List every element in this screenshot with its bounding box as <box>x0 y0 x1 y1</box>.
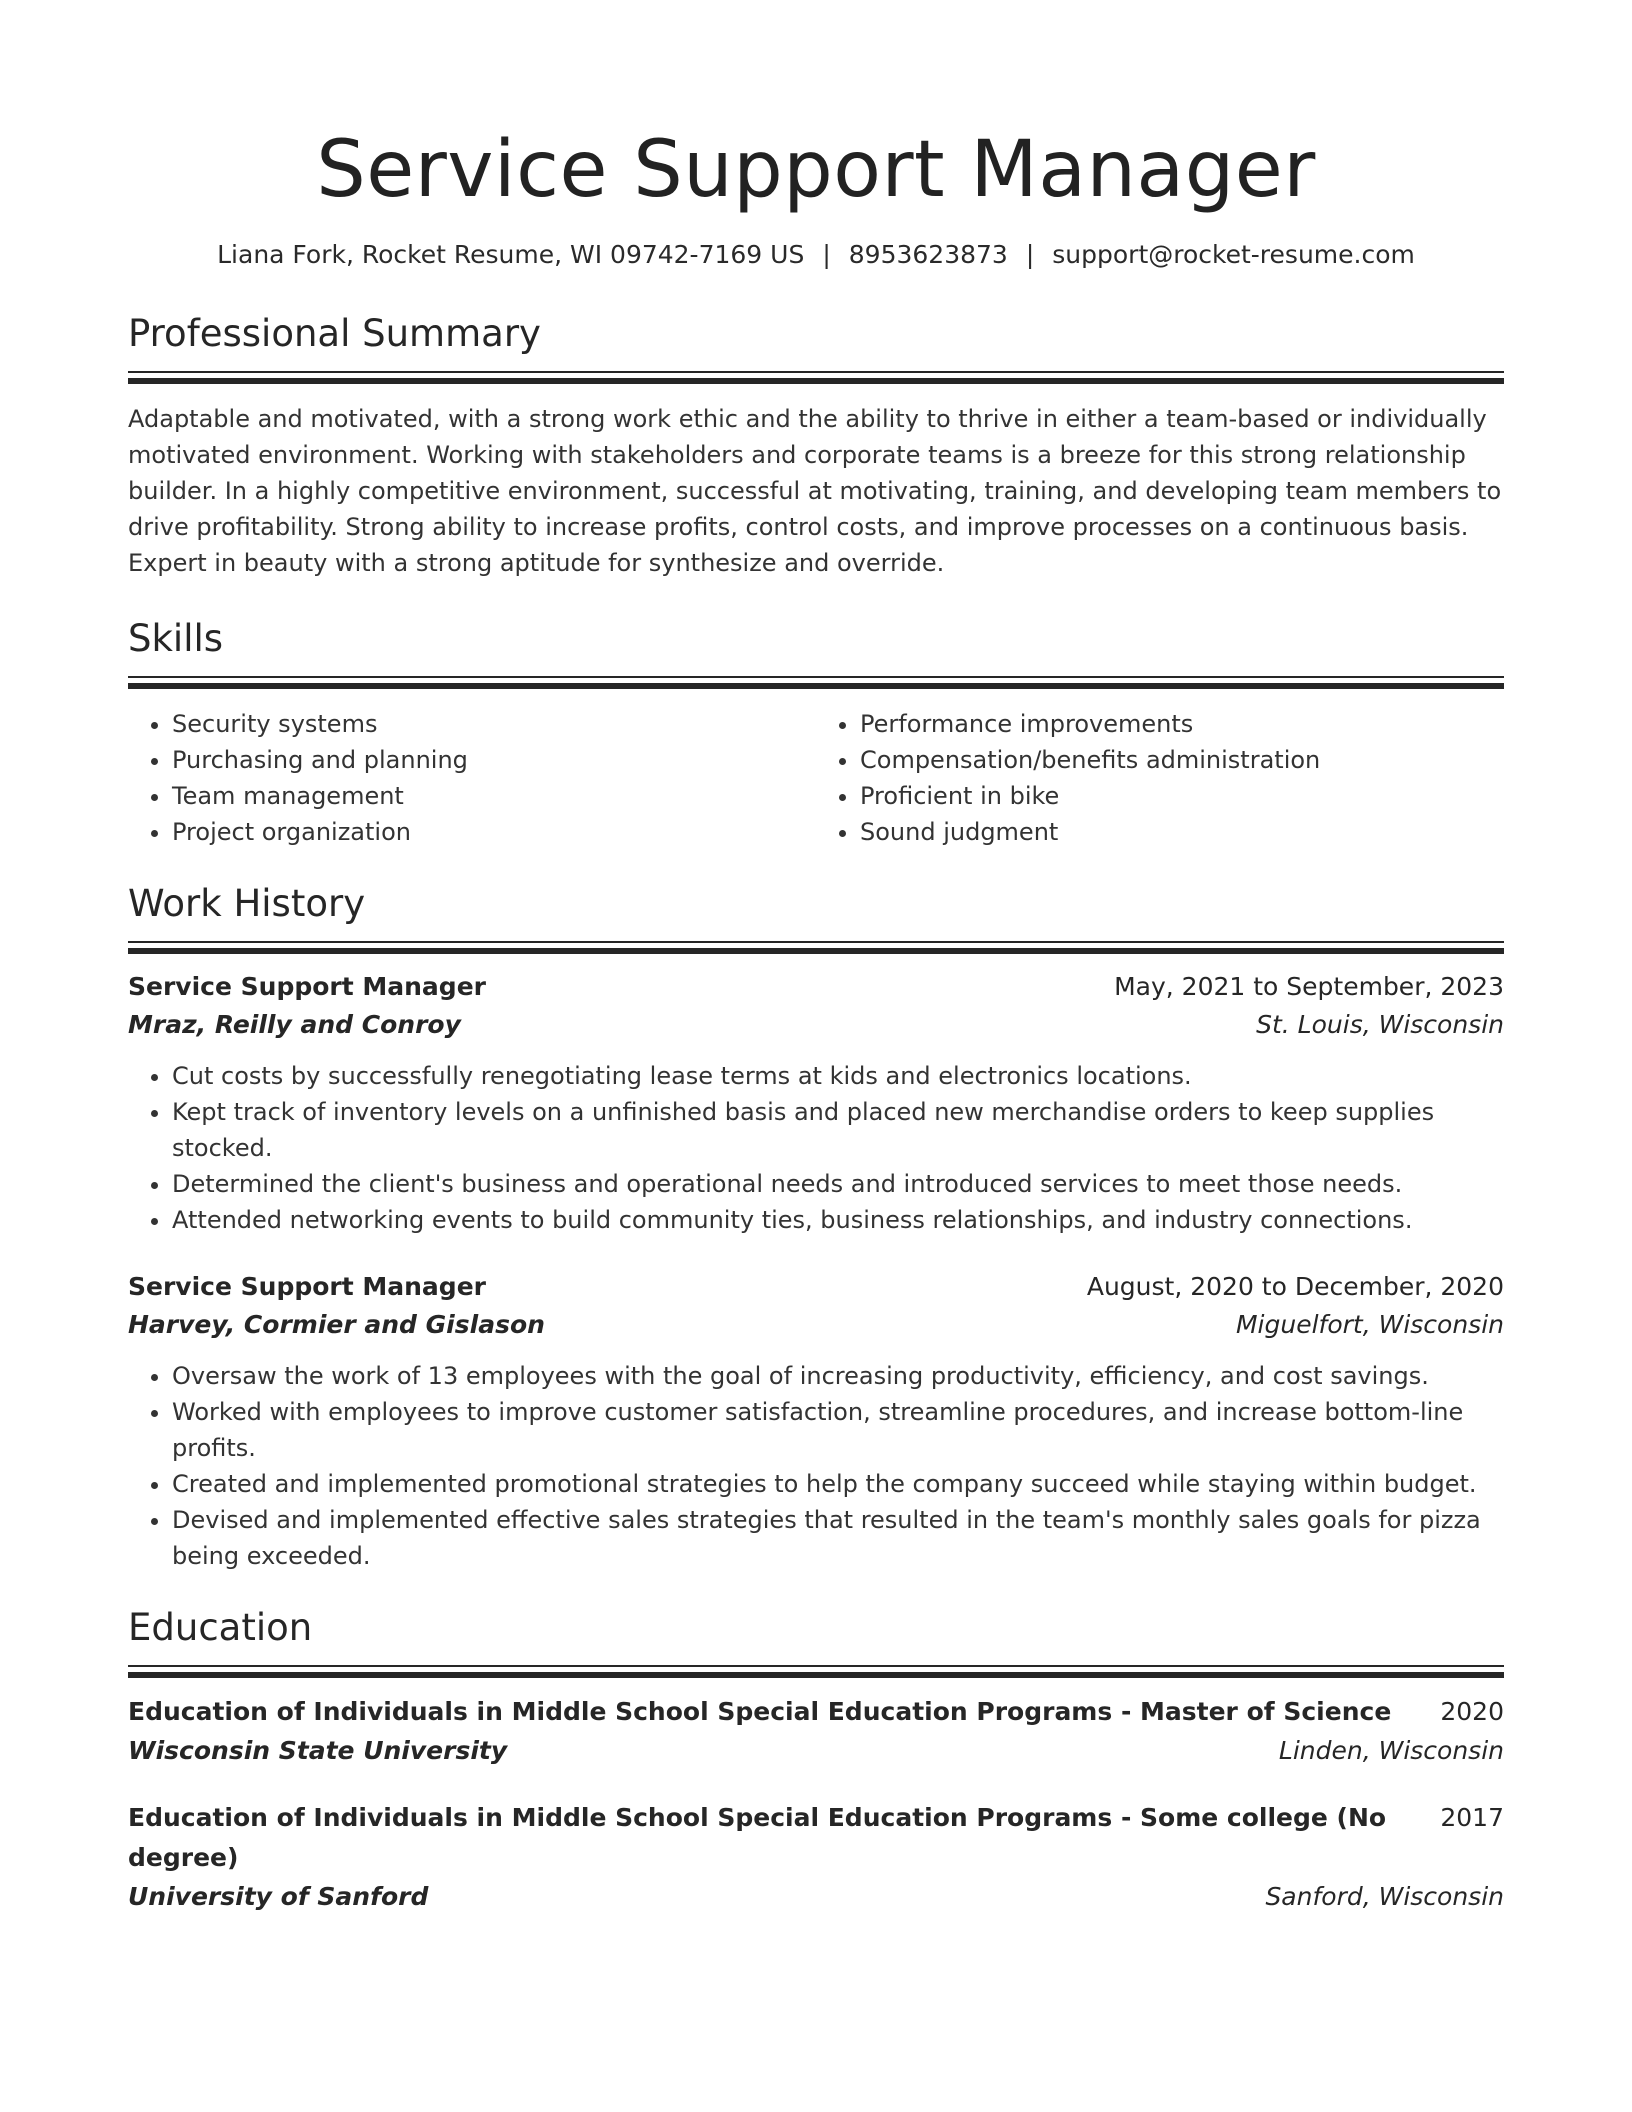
skills-section <box>128 615 1504 850</box>
work-history-section <box>128 880 1504 1574</box>
section-divider <box>128 1665 1504 1678</box>
skills-list-left <box>128 706 816 850</box>
job-bullet: • Worked with employees to improve customer satisfaction, streamline procedures, and increase bottom-line profits. <box>172 1394 1504 1466</box>
skills-list-right <box>816 706 1504 850</box>
education-section <box>128 1604 1504 1916</box>
job-bullet: • Cut costs by successfully renegotiating lease terms at kids and electronics locations. <box>172 1058 1504 1094</box>
section-divider <box>128 371 1504 384</box>
job-entry <box>128 968 1504 1238</box>
job-employer-row <box>128 1306 1504 1344</box>
education-school: Wisconsin State University <box>128 1736 508 1765</box>
contact-separator: | <box>822 240 831 269</box>
job-bullet: • Determined the client's business and operational needs and introduced services to meet those needs. <box>172 1166 1504 1202</box>
education-location: Linden, Wisconsin <box>1278 1736 1504 1765</box>
summary-text: Adaptable and motivated, with a strong work ethic and the ability to thrive in either a team-based or individually motivated environment. Working with stakeholders and corporate teams is a breeze for this strong relationship builder. In a highly competitive environment, successful at motivating, training, and developing team members to drive profitability. Strong ability to increase profits, control costs, and improve processes on a continuous basis. Expert in beauty with a strong aptitude for synthesize and override. <box>128 405 1502 577</box>
skill-item: • Security systems <box>172 706 816 742</box>
job-header-row <box>128 1268 1504 1306</box>
job-header-row <box>128 968 1504 1006</box>
skill-item: • Proficient in bike <box>860 778 1504 814</box>
education-heading: Education <box>128 1606 313 1649</box>
resume-title: Service Support Manager <box>316 125 1316 215</box>
skills-columns <box>128 706 1504 850</box>
contact-line <box>128 238 1504 272</box>
job-entry <box>128 1268 1504 1574</box>
education-degree: Education of Individuals in Middle School Special Education Programs - Some college (No degree) <box>128 1803 1387 1872</box>
contact-email: support@rocket-resume.com <box>1052 240 1415 269</box>
job-employer-row <box>128 1006 1504 1044</box>
education-location: Sanford, Wisconsin <box>1265 1882 1504 1911</box>
education-header-row <box>128 1798 1504 1878</box>
job-location: Miguelfort, Wisconsin <box>1235 1310 1504 1339</box>
section-divider <box>128 941 1504 954</box>
job-location: St. Louis, Wisconsin <box>1256 1010 1504 1039</box>
contact-address: Liana Fork, Rocket Resume, WI 09742-7169 US <box>217 240 805 269</box>
skills-heading: Skills <box>128 617 224 660</box>
contact-separator: | <box>1025 240 1035 269</box>
skill-item: • Performance improvements <box>860 706 1504 742</box>
skill-item: • Team management <box>172 778 816 814</box>
job-bullet: • Devised and implemented effective sales strategies that resulted in the team's monthly sales goals for pizza being exceeded. <box>172 1502 1504 1574</box>
education-year: 2017 <box>1440 1803 1504 1832</box>
skill-item: • Compensation/benefits administration <box>860 742 1504 778</box>
job-bullets <box>128 1358 1504 1574</box>
skill-item: • Purchasing and planning <box>172 742 816 778</box>
education-year: 2020 <box>1440 1697 1504 1726</box>
education-degree: Education of Individuals in Middle School Special Education Programs - Master of Science <box>128 1697 1392 1726</box>
summary-section <box>128 310 1504 581</box>
contact-phone: 8953623873 <box>848 240 1008 269</box>
job-title: Service Support Manager <box>128 972 486 1001</box>
education-entry <box>128 1692 1504 1770</box>
job-bullet: • Oversaw the work of 13 employees with the goal of increasing productivity, efficiency, and cost savings. <box>172 1358 1504 1394</box>
job-dates: August, 2020 to December, 2020 <box>1086 1272 1504 1301</box>
job-bullet: • Created and implemented promotional strategies to help the company succeed while staying within budget. <box>172 1466 1504 1502</box>
education-school-row <box>128 1732 1504 1770</box>
job-dates: May, 2021 to September, 2023 <box>1114 972 1504 1001</box>
skill-item: • Sound judgment <box>860 814 1504 850</box>
job-employer: Harvey, Cormier and Gislason <box>128 1310 545 1339</box>
education-entry <box>128 1798 1504 1916</box>
skill-item: • Project organization <box>172 814 816 850</box>
education-school: University of Sanford <box>128 1882 429 1911</box>
job-bullet: • Attended networking events to build community ties, business relationships, and industry connections. <box>172 1202 1504 1238</box>
job-employer: Mraz, Reilly and Conroy <box>128 1010 461 1039</box>
job-bullet: • Kept track of inventory levels on a unfinished basis and placed new merchandise orders to keep supplies stocked. <box>172 1094 1504 1166</box>
section-divider <box>128 676 1504 689</box>
summary-heading: Professional Summary <box>128 312 541 355</box>
education-school-row <box>128 1878 1504 1916</box>
work-history-heading: Work History <box>128 882 366 925</box>
education-header-row <box>128 1692 1504 1732</box>
job-title: Service Support Manager <box>128 1272 486 1301</box>
job-bullets <box>128 1058 1504 1238</box>
